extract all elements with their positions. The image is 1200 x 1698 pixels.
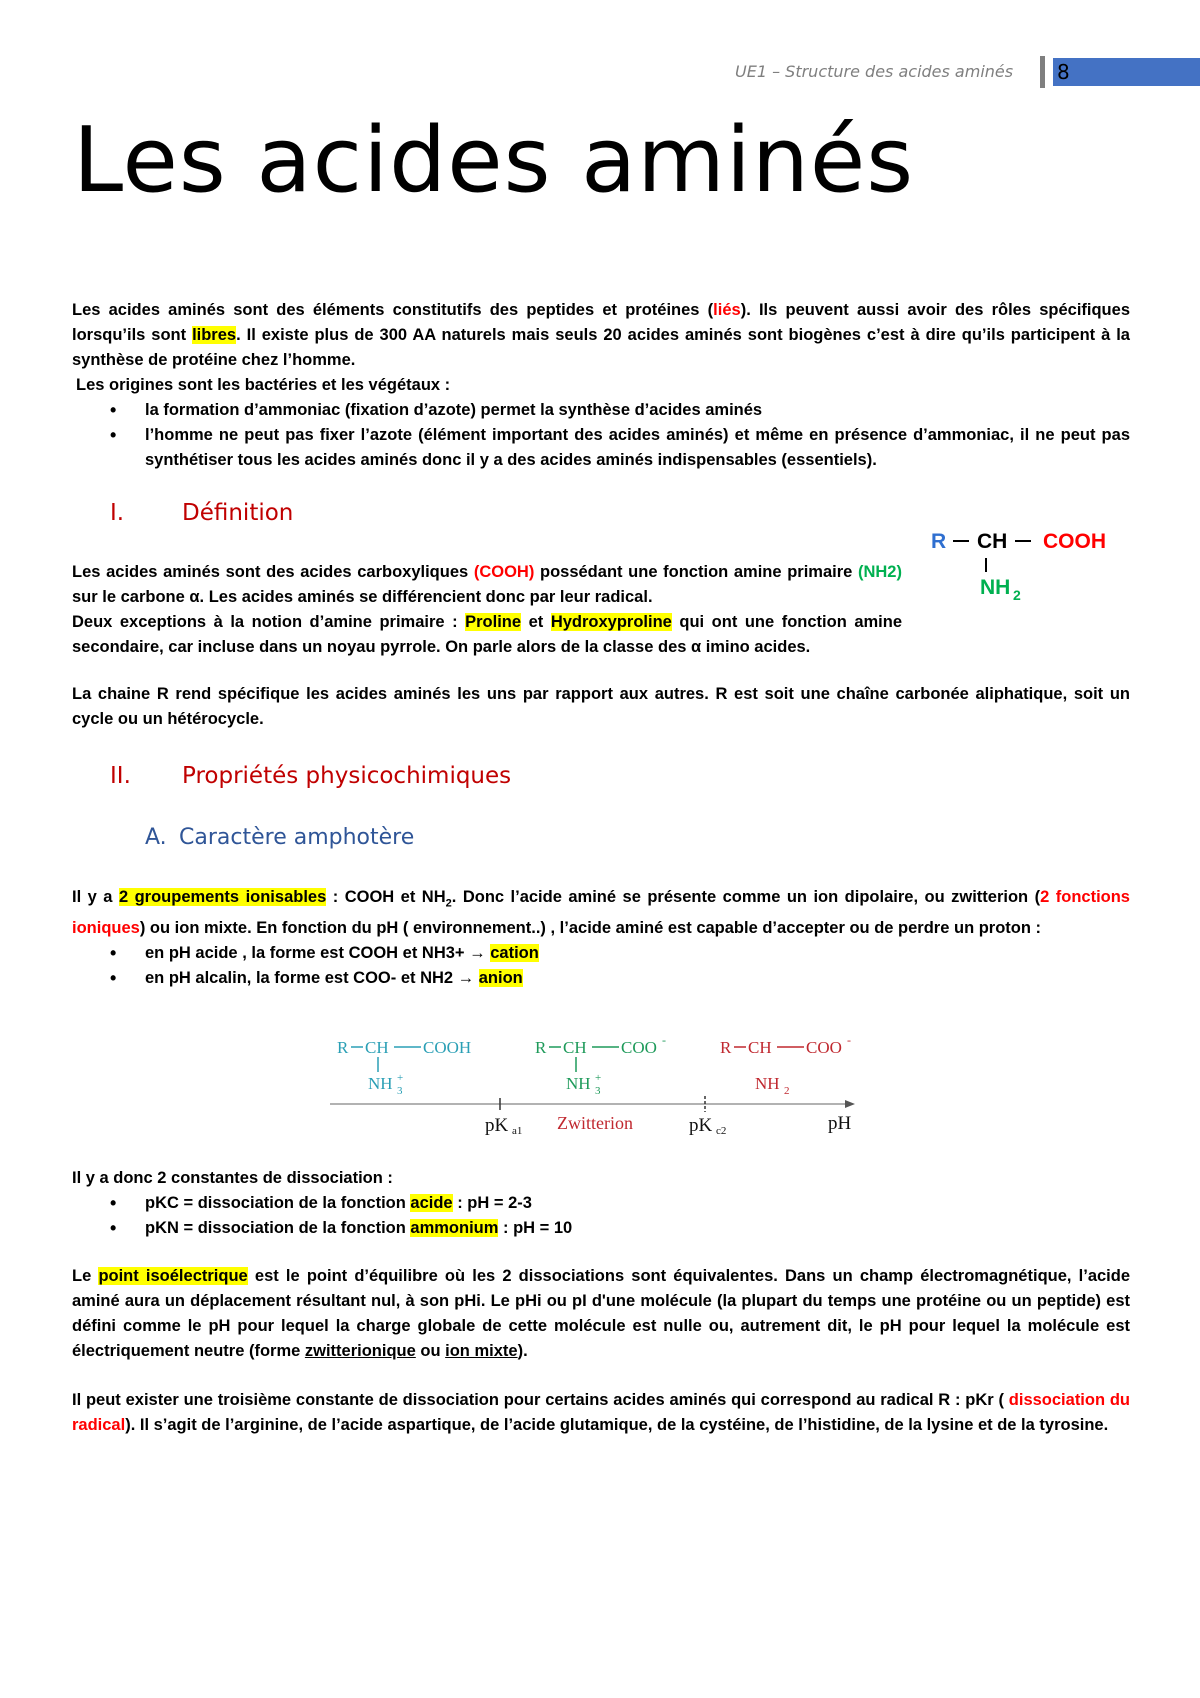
definition-block xyxy=(72,560,902,660)
list-item: • la formation d’ammoniac (fixation d’azote) permet la synthèse d’acides aminés xyxy=(72,398,1130,423)
libres-term: libres xyxy=(192,326,237,344)
list-item: • l’homme ne peut pas fixer l’azote (élément important des acides aminés) et même en présence d’ammoniac, il ne peut pas synthétiser tous les acides aminés donc il y a des acides aminés indispensables (essentiels). xyxy=(72,423,1130,473)
svg-text:+: + xyxy=(595,1072,602,1084)
subsection-heading-amphoteric: A. Caractère amphotère xyxy=(145,825,415,850)
cation-formula xyxy=(337,1038,471,1097)
anion-formula xyxy=(720,1033,851,1097)
constants-block xyxy=(72,1166,1130,1241)
pk2-label: pK xyxy=(689,1115,713,1136)
svg-text:-: - xyxy=(847,1033,851,1047)
origins-list xyxy=(72,398,1130,473)
amphoteric-block xyxy=(72,885,1130,991)
chain-r-paragraph: La chaine R rend spécifique les acides aminés les uns par rapport aux autres. R est soit une chaîne carbonée aliphatique, soit un cycle ou un hétérocycle. xyxy=(72,685,1130,728)
svg-text:NH: NH xyxy=(368,1074,393,1093)
svg-text:3: 3 xyxy=(397,1085,403,1097)
constants-list xyxy=(72,1191,1130,1241)
ph-label: pH xyxy=(828,1113,852,1134)
svg-text:COO: COO xyxy=(621,1038,657,1057)
svg-text:-: - xyxy=(662,1033,666,1047)
intro-paragraph: Les acides aminés sont des éléments constitutifs des peptides et protéines (liés). Ils peuvent aussi avoir des rôles spécifiques lorsqu’ils sont libres. Il existe plus de 300 AA naturels mais seuls 20 acides aminés sont biogènes c’est à dire qu’ils participent à la synthèse de protéine chez l’homme. xyxy=(72,301,1130,369)
svg-text:R: R xyxy=(535,1038,547,1057)
lies-term: liés xyxy=(713,301,741,319)
svg-text:R: R xyxy=(337,1038,349,1057)
constants-intro: Il y a donc 2 constantes de dissociation : xyxy=(72,1169,393,1187)
formula-ch: CH xyxy=(977,530,1008,553)
intro-block xyxy=(72,298,1130,473)
svg-text:+: + xyxy=(397,1072,404,1084)
amphoteric-paragraph: Il y a 2 groupements ionisables : COOH et $NH_2$. Donc l’acide aminé se présente comme un ion dipolaire, ou zwitterion (2 fonctions ioniques) ou ion mixte. En fonction du pH ( environnement..) , l’acide aminé est capable d’accepter ou de perdre un proton : xyxy=(72,888,1130,938)
pk1-label: pK xyxy=(485,1115,509,1136)
list-item: • en pH acide , la forme est COOH et NH3+ → cation xyxy=(72,941,1130,966)
formula-r: R xyxy=(931,530,947,553)
svg-text:R: R xyxy=(720,1038,732,1057)
isoelectric-paragraph: Le point isoélectrique est le point d’équilibre où les 2 dissociations sont équivalentes. Dans un champ électromagnétique, l’acide aminé aura un déplacement résultant nul, à son pHi. Le pHi ou pI d'une molécule (la plupart du temps une protéine ou un peptide) est défini comme le pH pour lequel la charge globale de cette molécule est nulle ou, autrement dit, le pH pour lequel la molécule est électriquement neutre (forme zwitterionique ou ion mixte). xyxy=(72,1267,1131,1360)
ph-forms-list xyxy=(72,941,1130,991)
zwitterion-label: Zwitterion xyxy=(557,1113,633,1133)
page-number: 8 xyxy=(1053,58,1200,86)
pk2-sub: c2 xyxy=(716,1125,727,1137)
svg-text:CH: CH xyxy=(365,1038,389,1057)
formula-nh: NH xyxy=(980,576,1011,599)
zwitterion-formula xyxy=(535,1033,666,1097)
svg-text:CH: CH xyxy=(748,1038,772,1057)
svg-text:2: 2 xyxy=(784,1085,790,1097)
list-item: • en pH alcalin, la forme est COO- et NH2 → anion xyxy=(72,966,1130,991)
list-item: • pKN = dissociation de la fonction ammonium : pH = 10 xyxy=(72,1216,1130,1241)
pk1-sub: a1 xyxy=(512,1125,523,1137)
page-title: Les acides aminés xyxy=(73,108,915,213)
list-item: • pKC = dissociation de la fonction acide : pH = 2-3 xyxy=(72,1191,1130,1216)
section-heading-properties: II. Propriétés physicochimiques xyxy=(110,763,512,789)
running-header: UE1 – Structure des acides aminés xyxy=(735,62,1014,81)
third-constant-paragraph: Il peut exister une troisième constante de dissociation pour certains acides aminés qui correspond au radical R : pKr ( dissociation du radical). Il s’agit de l’arginine, de l’acide aspartique, de l’acide glutamique, de la cystéine, de l’histidine, de la lysine et de la tyrosine. xyxy=(72,1391,1131,1434)
zwitterion-diagram xyxy=(325,1030,865,1140)
origins-paragraph: Les origines sont les bactéries et les végétaux : xyxy=(76,376,451,394)
svg-text:CH: CH xyxy=(563,1038,587,1057)
svg-text:NH: NH xyxy=(755,1074,780,1093)
formula-sub: 2 xyxy=(1013,587,1021,603)
formula-cooh: COOH xyxy=(1043,530,1106,553)
definition-paragraph: Les acides aminés sont des acides carboxyliques (COOH) possédant une fonction amine primaire (NH2) sur le carbone α. Les acides aminés se différencient donc par leur radical. xyxy=(72,563,902,606)
amino-acid-formula xyxy=(925,520,1125,605)
section-heading-definition: I. Définition xyxy=(110,500,294,526)
axis-arrow-icon xyxy=(845,1100,855,1108)
svg-text:3: 3 xyxy=(595,1085,601,1097)
header-divider xyxy=(1040,56,1045,88)
exceptions-paragraph: Deux exceptions à la notion d’amine primaire : Proline et Hydroxyproline qui ont une fonction amine secondaire, car incluse dans un noyau pyrrole. On parle alors de la classe des α imino acides. xyxy=(72,613,903,656)
svg-text:COO: COO xyxy=(806,1038,842,1057)
svg-text:NH: NH xyxy=(566,1074,591,1093)
svg-text:COOH: COOH xyxy=(423,1038,472,1057)
